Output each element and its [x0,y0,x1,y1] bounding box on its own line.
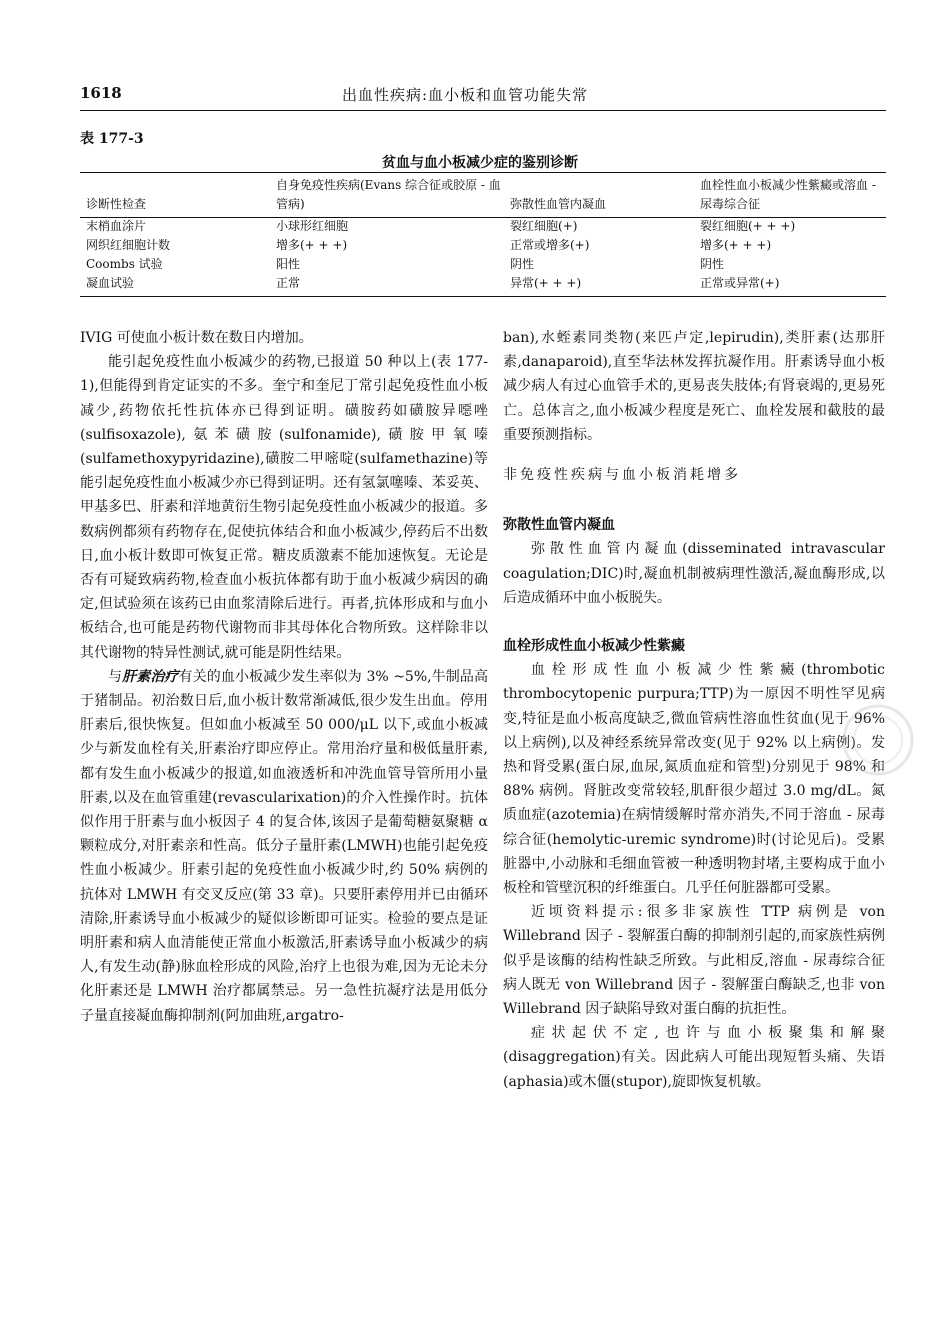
table-row [86,255,882,274]
table-label: 表 177-3 [80,131,144,147]
table-header-cell: 弥散性血管内凝血 [510,197,607,211]
table-cell: 末梢血涂片 [86,219,147,233]
header-divider [80,110,886,111]
table-cell: 凝血试验 [86,276,135,290]
table-header-cell: 诊断性检查 [86,197,147,211]
paragraph-dic: 弥散性血管内凝血(disseminated intravascular coagulation;DIC)时,凝血机制被病理性激活,凝血酶形成,以后造成循环中血小板脱失。 [503,541,885,606]
subsection-heading-ttp: 血栓形成性血小板减少性紫癜 [503,638,685,655]
left-column [80,326,488,1028]
table-row [86,217,882,236]
subsection-heading-dic: 弥散性血管内凝血 [503,517,615,534]
paragraph-ttp: 血栓形成性血小板减少性紫癜(thrombotic thrombocytopenic purpura;TTP)为一原因不明性罕见病变,特征是血小板高度缺乏,微血管病性溶血性贫血(见于 96% 以上病例),以及神经系统异常改变(见于 92% 以上病例)。发热和肾受累(蛋白尿,血尿,氮质血症和管型)分别见于 98% 和 88% 病例。肾脏改变常较轻,肌酐很少超过 3.0 mg/dL。氮质血症(azotemia)在病情缓解时常亦消失,不同于溶血 - 尿毒综合征(hemolytic-uremic syndrome)时(讨论见后)。受累脏器中,小动脉和毛细血管被一种透明物封堵,主要构成于血小板栓和管壁沉积的纤维蛋白。几乎任何脏器都可受累。 [503,662,885,897]
paragraph-symptoms: 症状起伏不定,也许与血小板聚集和解聚(disaggregation)有关。因此病人可能出现短暂头痛、失语(aphasia)或木僵(stupor),旋即恢复机敏。 [503,1025,885,1090]
paragraph-lead: 与 [108,668,123,685]
differential-diagnosis-table [86,174,882,293]
paragraph: IVIG 可使血小板计数在数日内增加。 [80,330,313,346]
table-row [86,274,882,293]
paragraph-body: 有关的血小板减少发生率似为 3% ~5%,牛制品高于猪制品。初治数日后,血小板计数常渐减低,很少发生出血。停用肝素后,很快恢复。但如血小板减至 50 000/μL 以下,或血小板减少与新发血栓有关,肝素治疗即应停止。常用治疗量和极低量肝素,都有发生血小板减少的报道,如血液透析和冲洗血管导管所用小量肝素,以及在血管重建(revascularixation)的介入性操作时。抗体似作用于肝素与血小板因子 4 的复合体,该因子是葡萄糖氨聚糖 α 颗粒成分,对肝素亲和性高。低分子量肝素(LMWH)也能引起免疫性血小板减少。肝素引起的免疫性血小板减少时,约 50% 病例的抗体对 LMWH 有交叉反应(第 33 章)。只要肝素停用并已由循环清除,肝素诱导血小板减少的疑似诊断即可证实。检验的要点是证明肝素和病人血清能使正常血小板激活,肝素诱导血小板减少的病人,有发生动(静)脉血栓形成的风险,治疗上也很为难,因为无论未分化肝素还是 LMWH 治疗都属禁忌。另一急性抗凝疗法是用低分子量直接凝血酶抑制剂(阿加曲班,argatro- [80,668,489,1024]
watermark-stamp-icon [838,700,918,780]
table-cell: 裂红细胞(+ + +) [700,219,796,233]
table-header-cell: 自身免疫性疾病(Evans 综合征或胶原 - 血管病) [276,178,501,211]
table-header-cell: 血栓性血小板减少性紫癜或溶血 - 尿毒综合征 [700,178,876,211]
paragraph-heparin [80,665,488,1028]
table-cell: 正常 [276,276,301,290]
table-cell: 小球形红细胞 [276,219,349,233]
table-top-rule [80,172,886,173]
paragraph-recent-data: 近顷资料提示:很多非家族性 TTP 病例是 von Willebrand 因子 - 裂解蛋白酶的抑制剂引起的,而家族性病例似乎是该酶的结构性缺乏所致。与此相反,溶血 - 尿毒综合征病人既无 von Willebrand 因子 - 裂解蛋白酶缺乏,也非 von Willebrand 因子缺陷导致对蛋白酶的抗拒性。 [503,904,885,1018]
paragraph-drug-induced: 能引起免疫性血小板减少的药物,已报道 50 种以上(表 177-1),但能得到肯定证实的不多。奎宁和奎尼丁常引起免疫性血小板减少,药物依托性抗体亦已得到证明。磺胺药如磺胺异噁唑(sulfisoxazole),氨苯磺胺(sulfonamide),磺胺甲氧嗪(sulfamethoxypyridazine),磺胺二甲嘧啶(sulfamethazine)等能引起免疫性血小板减少亦已得到证明。还有氢氯噻嗪、苯妥英、甲基多巴、肝素和洋地黄衍生物引起免疫性血小板减少的报道。多数病例都须有药物存在,促使抗体结合和血小板减少,停药后不出数日,血小板计数即可恢复正常。糖皮质激素不能加速恢复。无论是否有可疑致病药物,检查血小板抗体都有助于血小板减少病因的确定,但试验须在该药已由血浆清除后进行。再者,抗体形成和与血小板结合,也可能是药物代谢物而非其母体化合物所致。这样除非以其代谢物的特异性测试,就可能是阴性结果。 [80,354,488,661]
table-row [86,236,882,255]
table-cell: 阳性 [276,257,301,271]
table-cell: 阴性 [510,257,535,271]
table-bottom-rule [80,296,886,297]
table-header-row [86,174,882,217]
table-cell: 阴性 [700,257,725,271]
table-cell: Coombs 试验 [86,257,163,271]
table-title: 贫血与血小板减少症的鉴别诊断 [382,155,578,171]
paragraph: ban),水蛭素同类物(来匹卢定,lepirudin),类肝素(达那肝素,danaparoid),直至华法林发挥抗凝作用。肝素诱导血小板减少病人有过心血管手术的,更易丧失肢体;有肾衰竭的,更易死亡。总体言之,血小板减少程度是死亡、血栓发展和截肢的最重要预测指标。 [503,330,885,443]
table-cell: 正常或增多(+) [510,238,590,252]
term-heparin-therapy: 肝素治疗 [122,668,179,685]
page-header [80,84,880,108]
table-cell: 异常(+ + +) [510,276,582,290]
running-title: 出血性疾病:血小板和血管功能失常 [342,86,589,104]
table-cell: 网织红细胞计数 [86,238,171,252]
right-column [503,326,885,1094]
page-number: 1618 [80,84,122,102]
table-cell: 增多(+ + +) [276,238,348,252]
table-cell: 正常或异常(+) [700,276,780,290]
table-cell: 增多(+ + +) [700,238,772,252]
section-heading: 非免疫性疾病与血小板消耗增多 [503,467,741,484]
table-cell: 裂红细胞(+) [510,219,578,233]
